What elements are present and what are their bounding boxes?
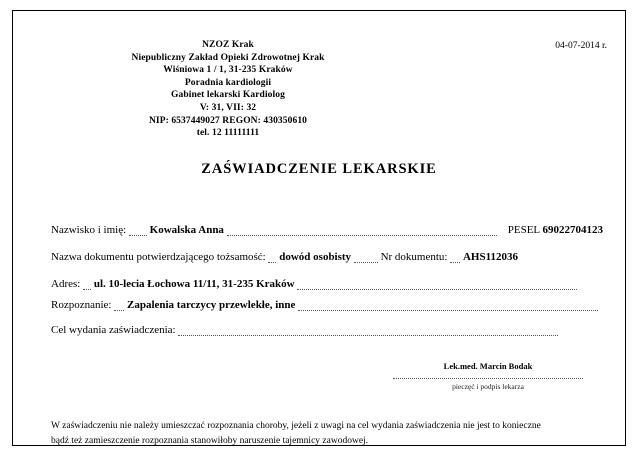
clinic-header-line-1: NZOZ Krak: [202, 40, 254, 50]
identity-document-value: dowód osobisty: [279, 251, 352, 263]
document-number-label: Nr dokumentu:: [380, 251, 448, 263]
pesel-label: PESEL: [507, 224, 540, 236]
clinic-header-line-2: Niepubliczny Zakład Opieki Zdrowotnej Krak: [131, 52, 325, 63]
purpose-row: [51, 324, 558, 336]
clinic-header-line-7: NIP: 6537449027 REGON: 430350610: [148, 115, 308, 126]
clinic-header-line-3: Wiśniowa 1 / 1, 31-235 Kraków: [163, 65, 293, 76]
address-label: Adres:: [51, 278, 81, 290]
clinic-header-line-6: V: 31, VII: 32: [199, 102, 257, 113]
diagnosis-value: Zapalenia tarczycy przewlekłe, inne: [126, 299, 296, 311]
footnote: [51, 419, 596, 449]
identity-document-row: [51, 251, 518, 263]
identity-document-label: Nazwa dokumentu potwierdzającego tożsamość:: [51, 251, 266, 263]
clinic-header-line-4: Poradnia kardiologii: [184, 77, 272, 88]
pesel-row: [508, 224, 603, 236]
signature-caption: pieczęć i podpis lekarza: [452, 382, 524, 391]
diagnosis-label: Rozpoznanie:: [51, 299, 112, 311]
purpose-label: Cel wydania zaświadczenia:: [51, 324, 176, 336]
footnote-line-1: W zaświadczeniu nie należy umieszczać rozpoznania choroby, jeżeli z uwagi na cel wydania zaświadczenia nie jest to konieczne: [51, 421, 541, 431]
clinic-header-line-8: tel. 12 11111111: [196, 128, 260, 139]
page-title: ZAŚWIADCZENIE LEKARSKIE: [201, 161, 437, 177]
doctor-signature-name: Lek.med. Marcin Bodak: [443, 361, 533, 371]
address-row: [51, 278, 577, 290]
footnote-line-2: bądź też zamieszczenie rozpoznania stanowiłoby naruszenie tajemnicy zawodowej.: [51, 436, 369, 446]
signature-line: [393, 377, 583, 379]
address-value: ul. 10-lecia Łochowa 11/11, 31-235 Kraków: [93, 278, 295, 290]
patient-name-value: Kowalska Anna: [149, 224, 224, 236]
diagnosis-row: [51, 299, 598, 311]
patient-name-row: [51, 224, 497, 236]
clinic-header-line-5: Gabinet lekarski Kardiolog: [171, 90, 285, 101]
document-date: 04-07-2014 r.: [555, 41, 607, 51]
document-number-value: AHS112036: [462, 251, 518, 263]
certificate-page: [12, 10, 626, 446]
pesel-value: 69022704123: [542, 224, 603, 236]
patient-name-label: Nazwisko i imię:: [51, 224, 127, 236]
clinic-header: [13, 39, 443, 140]
